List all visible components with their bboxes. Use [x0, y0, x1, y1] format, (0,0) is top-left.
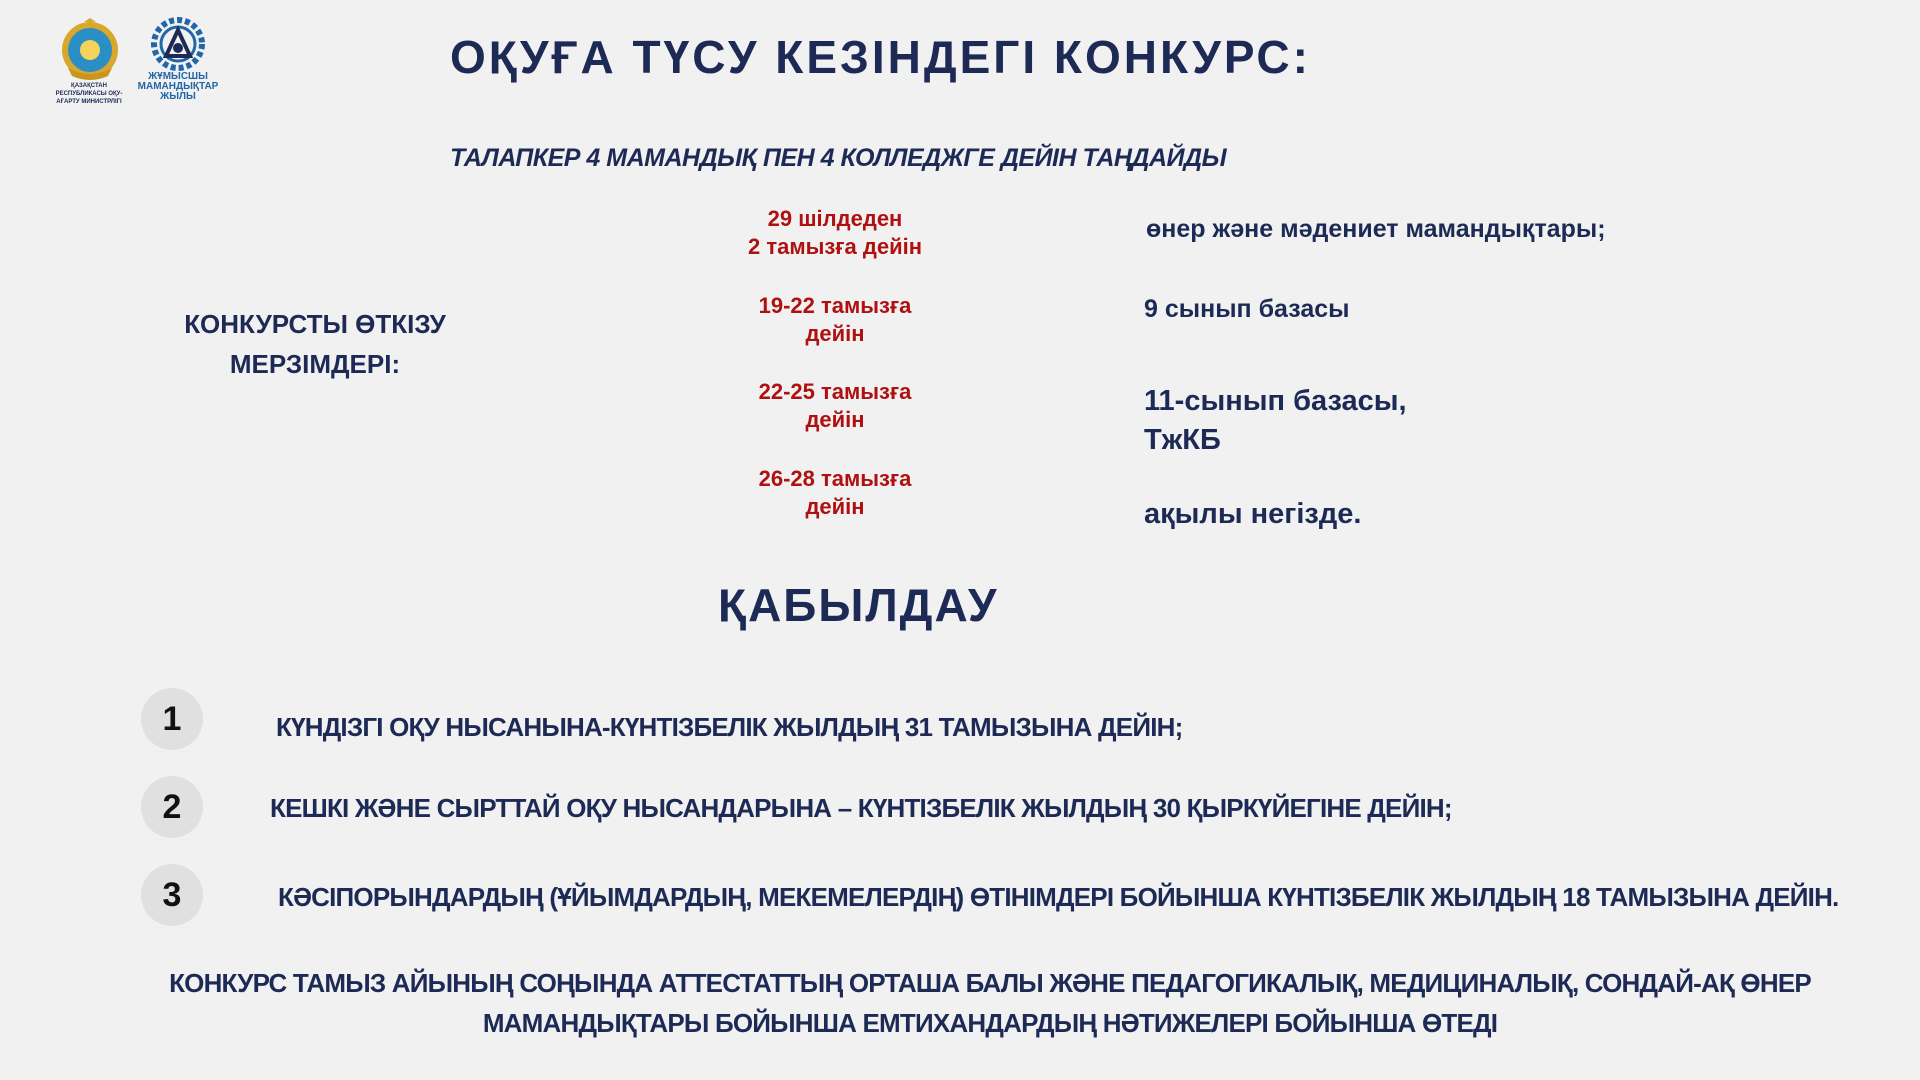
page-subtitle: ТАЛАПКЕР 4 МАМАНДЫҚ ПЕН 4 КОЛЛЕДЖГЕ ДЕЙІН ТАҢДАЙДЫ — [450, 144, 1227, 172]
ministry-logo-text: ҚАЗАҚСТАН РЕСПУБЛИКАСЫ ОҚУ-АҒАРТУ МИНИСТРЛІГІ — [55, 83, 123, 105]
item-number-1: 1 — [141, 688, 203, 750]
footer-note-line1: КОНКУРС ТАМЫЗ АЙЫНЫҢ СОҢЫНДА АТТЕСТАТТЫҢ ОРТАША БАЛЫ ЖӘНЕ ПЕДАГОГИКАЛЫҚ, МЕДИЦИНАЛЫҚ, СОНДАЙ-АҚ ӨНЕР — [169, 968, 1811, 998]
footer-note — [130, 963, 1850, 1043]
deadlines-label-line1: КОНКУРСТЫ ӨТКІЗУ — [184, 309, 446, 339]
deadline-date-4-line2: дейін — [805, 494, 865, 519]
deadline-date-4 — [685, 465, 985, 521]
deadline-date-1-line1: 29 шілдеден — [767, 206, 903, 231]
deadline-date-3 — [685, 378, 985, 434]
campaign-logo-text: ЖҰМЫСШЫ МАМАНДЫҚТАР ЖЫЛЫ — [137, 71, 219, 102]
deadline-date-3-line2: дейін — [805, 407, 865, 432]
deadline-desc-3-line2: ТжКБ — [1144, 424, 1221, 456]
deadline-desc-3 — [1144, 382, 1407, 460]
page-title: ОҚУҒА ТҮСУ КЕЗІНДЕГІ КОНКУРС: — [450, 31, 1311, 83]
deadline-date-2-line2: дейін — [805, 321, 865, 346]
admission-item-3: КӘСІПОРЫНДАРДЫҢ (ҰЙЫМДАРДЫҢ, МЕКЕМЕЛЕРДІҢ) ӨТІНІМДЕРІ БОЙЫНША КҮНТІЗБЕЛІК ЖЫЛДЫҢ 18 ТАМЫЗЫНА ДЕЙІН. — [278, 882, 1839, 912]
gear-logo-icon — [148, 16, 208, 72]
item-number-2: 2 — [141, 776, 203, 838]
deadline-date-2 — [685, 292, 985, 348]
footer-note-line2: МАМАНДЫҚТАРЫ БОЙЫНША ЕМТИХАНДАРДЫҢ НӘТИЖЕЛЕРІ БОЙЫНША ӨТЕДІ — [482, 1008, 1498, 1038]
deadline-date-2-line1: 19-22 тамызға — [758, 293, 912, 318]
deadline-date-1-line2: 2 тамызға дейін — [748, 234, 922, 259]
admission-item-2: КЕШКІ ЖӘНЕ СЫРТТАЙ ОҚУ НЫСАНДАРЫНА – КҮНТІЗБЕЛІК ЖЫЛДЫҢ 30 ҚЫРКҮЙЕГІНЕ ДЕЙІН; — [270, 793, 1452, 823]
deadline-desc-3-line1: 11-сынып базасы, — [1144, 385, 1407, 417]
deadline-date-1 — [685, 205, 985, 261]
deadline-desc-2: 9 сынып базасы — [1144, 295, 1350, 323]
deadlines-label — [170, 304, 460, 384]
deadline-desc-1: өнер және мәдениет мамандықтары; — [1146, 215, 1606, 243]
deadline-date-4-line1: 26-28 тамызға — [758, 466, 912, 491]
deadline-date-3-line1: 22-25 тамызға — [758, 379, 912, 404]
admission-item-1: КҮНДІЗГІ ОҚУ НЫСАНЫНА-КҮНТІЗБЕЛІК ЖЫЛДЫҢ 31 ТАМЫЗЫНА ДЕЙІН; — [276, 712, 1183, 742]
admission-title: ҚАБЫЛДАУ — [718, 579, 999, 631]
item-number-3: 3 — [141, 864, 203, 926]
state-emblem-icon — [60, 18, 120, 88]
deadlines-label-line2: МЕРЗІМДЕРІ: — [229, 349, 401, 379]
deadline-desc-4: ақылы негізде. — [1144, 498, 1362, 530]
